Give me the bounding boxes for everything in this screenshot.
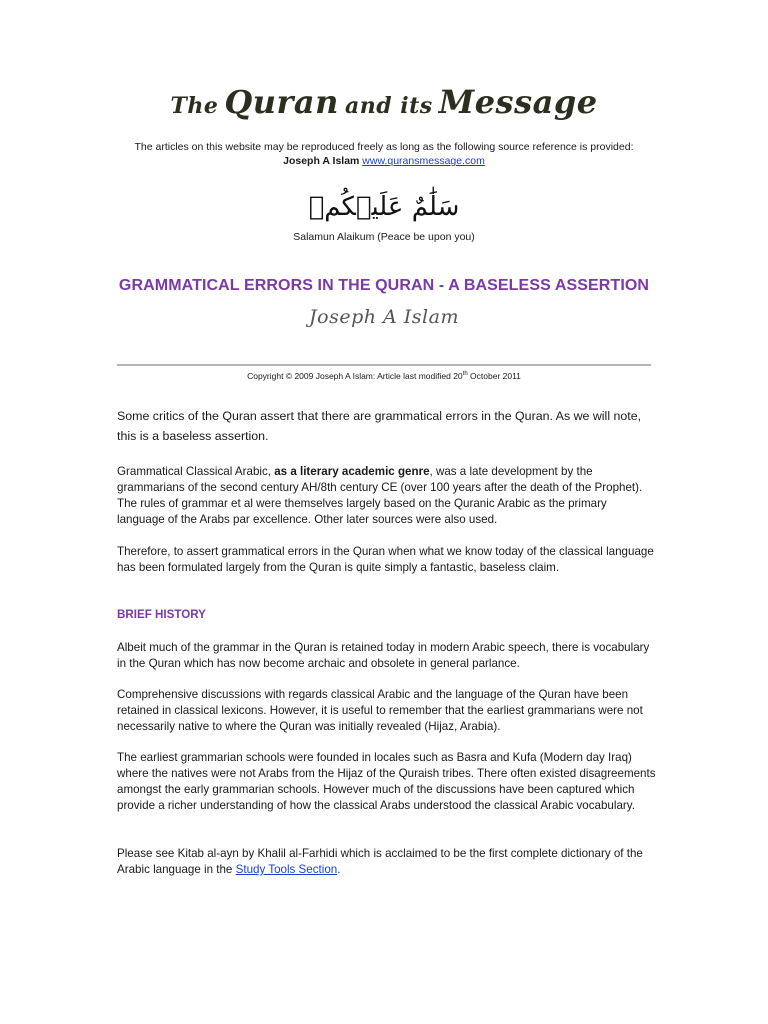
website-link[interactable]: www.quransmessage.com bbox=[362, 155, 485, 167]
paragraph-conclusion: Therefore, to assert grammatical errors in the Quran when what we know today of the classical language has been formulated largely from the Quran is quite simply a fantastic, baseless claim. bbox=[117, 545, 654, 574]
masthead-quran: Quran bbox=[224, 83, 339, 121]
paragraph-intro: Some critics of the Quran assert that there are grammatical errors in the Quran. As we will note, this is a baseless assertion. bbox=[117, 409, 642, 443]
copyright-text: Copyright © 2009 Joseph A Islam: Article last modified 20 bbox=[247, 371, 463, 381]
masthead-message: Message bbox=[438, 83, 598, 121]
paragraph-bold-text: as a literary academic genre bbox=[274, 465, 430, 478]
reproduction-notice-block bbox=[0, 140, 768, 168]
paragraph-classical-lexicons: Comprehensive discussions with regards classical Arabic and the language of the Quran have been retained in classical lexicons. However, it is useful to remember that the earliest grammarians were not necessarily native to where the Quran was initially revealed (Hijaz, Arabia). bbox=[117, 688, 643, 733]
divider-rule bbox=[117, 364, 651, 366]
paragraph-grammarian-schools: The earliest grammarian schools were founded in locales such as Basra and Kufa (Modern day Iraq) where the natives were not Arabs from the Hijaz of the Quraish tribes. There often existed disagreements amongst the early grammarian schools. However much of the discussions have been captured which provide a richer understanding of how the classical Arabs understood the classical Arabic vocabulary. bbox=[117, 751, 656, 812]
reproduction-notice: The articles on this website may be reproduced freely as long as the following source reference is provided: bbox=[134, 141, 634, 153]
copyright-line bbox=[0, 371, 768, 381]
arabic-greeting: سَلَٰمٌ عَلَيۡكُمۡ bbox=[308, 192, 460, 222]
author-signature: Joseph A Islam bbox=[309, 306, 459, 328]
paragraph-text: , was a late development by the grammarians of the second century AH/8th century CE (over 100 years after the death of the Prophet). The rules of grammar et al were themselves largely based on the Quranic Arabic as the primary language of the Arabs par excellence. Other later sources were also used. bbox=[117, 465, 643, 526]
copyright-superscript: th bbox=[462, 371, 468, 378]
site-masthead bbox=[0, 83, 768, 121]
masthead-the: The bbox=[170, 93, 219, 119]
paragraph-archaic-vocabulary: Albeit much of the grammar in the Quran is retained today in modern Arabic speech, there is vocabulary in the Quran which has now become archaic and obsolete in general parlance. bbox=[117, 641, 650, 670]
paragraph-classical-arabic bbox=[117, 464, 657, 528]
copyright-text-end: October 2011 bbox=[467, 371, 521, 381]
greeting-translation: Salamun Alaikum (Peace be upon you) bbox=[293, 231, 475, 243]
article-title: GRAMMATICAL ERRORS IN THE QURAN - A BASELESS ASSERTION bbox=[118, 277, 650, 294]
masthead-and-its: and its bbox=[344, 93, 433, 119]
paragraph-text: Grammatical Classical Arabic, bbox=[117, 465, 275, 478]
paragraph-text: . bbox=[337, 863, 341, 876]
author-name: Joseph A Islam bbox=[283, 155, 360, 167]
paragraph-text: Please see Kitab al-ayn by Khalil al-Farhidi which is acclaimed to be the first complete dictionary of the Arabic language in the bbox=[117, 847, 643, 876]
section-heading-brief-history: BRIEF HISTORY bbox=[117, 608, 206, 621]
study-tools-link[interactable]: Study Tools Section bbox=[235, 863, 338, 876]
paragraph-kitab-al-ayn bbox=[117, 846, 657, 878]
